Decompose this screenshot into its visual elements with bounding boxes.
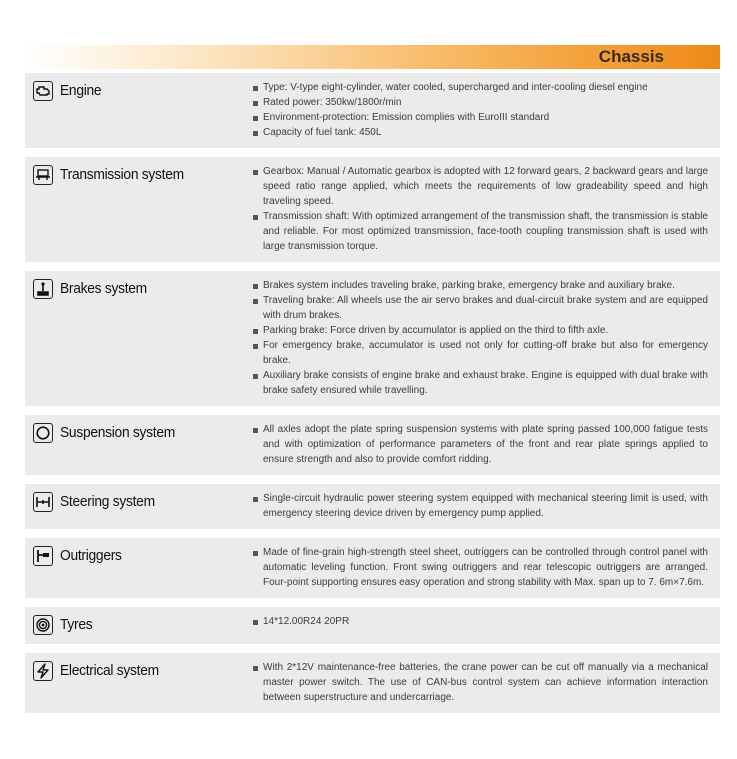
spec-label: Steering system [60,493,155,510]
spec-item: Gearbox: Manual / Automatic gearbox is adopted with 12 forward gears, 2 backward gears and large speed ratio range applied, which meets the requirements of low gradeability speed and high traveling speed. [253,164,708,209]
spec-item: Rated power: 350kw/1800r/min [253,95,708,110]
spec-item: With 2*12V maintenance-free batteries, the crane power can be cut off manually via a mechanical master power switch. The use of CAN-bus control system can achieve information interaction between superstructure and undercarriage. [253,660,708,705]
suspension-icon [33,423,53,443]
spec-item: Parking brake: Force driven by accumulator is applied on the third to fifth axle. [253,323,708,338]
spec-item: Made of fine-grain high-strength steel sheet, outriggers can be controlled through control panel with automatic leveling function. Front swing outriggers and rear telescopic outriggers are arranged. Four-point supporting ensures easy operation and strong stability with Max. span up to 7. 6m×7.6m. [253,545,708,590]
tyre-icon [33,615,53,635]
spec-label: Transmission system [60,166,184,183]
outrigger-icon [33,546,53,566]
spec-list [253,545,720,590]
spec-label: Suspension system [60,424,175,441]
spec-label: Outriggers [60,547,122,564]
spec-row-brakes [25,271,720,406]
spec-item: Auxiliary brake consists of engine brake and exhaust brake. Engine is equipped with dual brake with brake safety ensured while travelling. [253,368,708,398]
spec-list [253,660,720,705]
spec-item: Brakes system includes traveling brake, parking brake, emergency brake and auxiliary brake. [253,278,708,293]
steering-icon [33,492,53,512]
spec-list [253,491,720,521]
brake-icon [33,279,53,299]
spec-list [253,614,720,636]
spec-row-suspension [25,415,720,475]
spec-label: Electrical system [60,662,159,679]
spec-row-electrical [25,653,720,713]
engine-icon [33,81,53,101]
spec-item: Capacity of fuel tank: 450L [253,125,708,140]
spec-label: Brakes system [60,280,147,297]
section-title: Chassis [598,47,664,66]
spec-row-steering [25,484,720,529]
section-header [25,45,720,69]
spec-list [253,164,720,254]
chassis-spec-sheet [25,45,720,722]
spec-row-transmission [25,157,720,262]
lightning-icon [33,661,53,681]
spec-item: Transmission shaft: With optimized arrangement of the transmission shaft, the transmission is stable and reliable. For most optimized transmission, face-tooth coupling transmission shaft is used with large transmission torque. [253,209,708,254]
spec-row-tyres [25,607,720,644]
spec-label: Engine [60,82,102,99]
spec-item: Environment-protection: Emission complies with EuroIII standard [253,110,708,125]
spec-item: 14*12.00R24 20PR [253,614,708,629]
transmission-icon [33,165,53,185]
spec-list [253,80,720,140]
spec-item: Single-circuit hydraulic power steering system equipped with mechanical steering limit is used, with emergency steering device driven by emergency pump applied. [253,491,708,521]
spec-row-engine [25,73,720,148]
spec-item: Type: V-type eight-cylinder, water cooled, supercharged and inter-cooling diesel engine [253,80,708,95]
spec-item: Traveling brake: All wheels use the air servo brakes and dual-circuit brake system and are equipped with drum brakes. [253,293,708,323]
spec-row-outriggers [25,538,720,598]
spec-item: All axles adopt the plate spring suspension systems with plate spring passed 100,000 fatigue tests and with optimization of performance parameters of the front and rear plate springs applied to ensure strength and also to provide comfort ridding. [253,422,708,467]
spec-label: Tyres [60,616,93,633]
spec-list [253,422,720,467]
spec-item: For emergency brake, accumulator is used not only for cutting-off brake but also for emergency brake. [253,338,708,368]
spec-list [253,278,720,398]
